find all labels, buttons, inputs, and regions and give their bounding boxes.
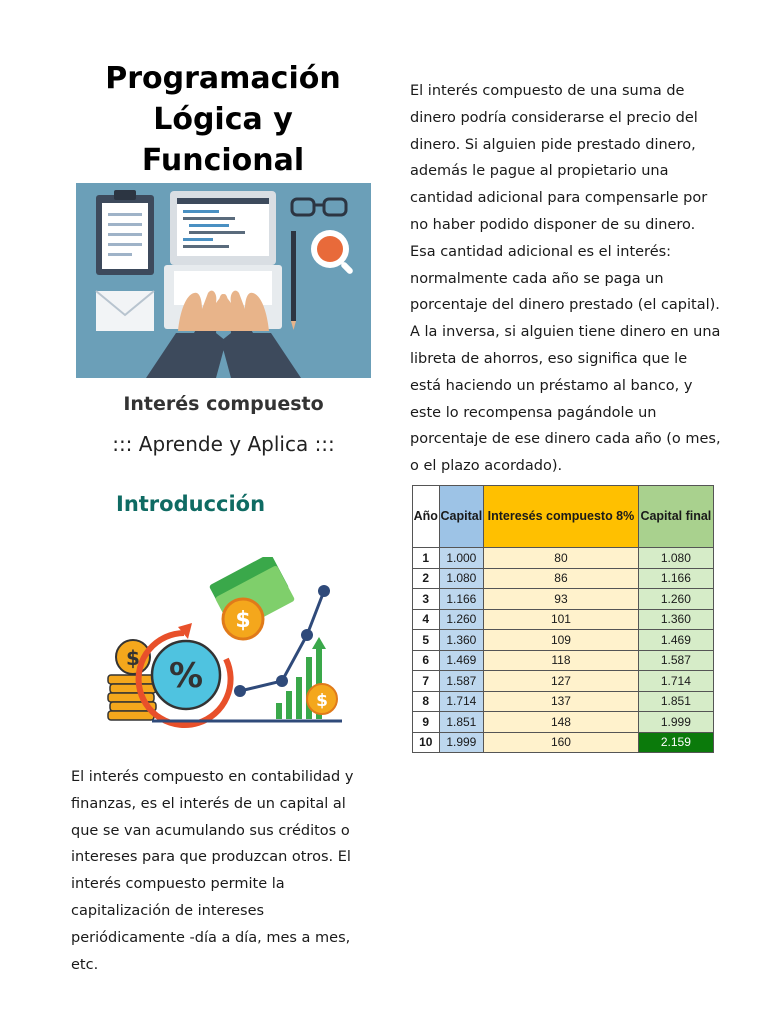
clipboard-icon bbox=[96, 190, 154, 275]
cell-interest: 101 bbox=[484, 609, 639, 630]
cell-final-capital: 1.587 bbox=[638, 650, 713, 671]
cell-final-capital: 1.851 bbox=[638, 691, 713, 712]
cell-capital: 1.000 bbox=[439, 548, 484, 569]
cell-interest: 80 bbox=[484, 548, 639, 569]
table-header-row bbox=[413, 486, 714, 548]
cell-year: 6 bbox=[413, 650, 440, 671]
cell-year: 8 bbox=[413, 691, 440, 712]
compound-interest-table bbox=[412, 485, 714, 753]
table-row bbox=[413, 609, 714, 630]
table-row bbox=[413, 548, 714, 569]
table-row bbox=[413, 691, 714, 712]
svg-text:$: $ bbox=[126, 646, 140, 670]
cell-year: 5 bbox=[413, 630, 440, 651]
dollar-coin-small-icon bbox=[307, 684, 337, 714]
cell-final-capital: 1.360 bbox=[638, 609, 713, 630]
table-row bbox=[413, 630, 714, 651]
cell-final-capital: 1.260 bbox=[638, 589, 713, 610]
cell-capital: 1.360 bbox=[439, 630, 484, 651]
cell-capital: 1.714 bbox=[439, 691, 484, 712]
cell-interest: 127 bbox=[484, 671, 639, 692]
cell-year: 4 bbox=[413, 609, 440, 630]
dollar-coin-icon bbox=[223, 599, 263, 639]
header-capital: Capital bbox=[439, 486, 484, 548]
pen-icon bbox=[291, 231, 296, 330]
cell-interest: 148 bbox=[484, 712, 639, 733]
intro-paragraph: El interés compuesto en contabilidad y finanzas, es el interés de un capital al que se van acumulando sus créditos o intereses para que produzcan otros. El interés compuesto permite la capitalización de intereses periódicamente -día a día, mes a mes, etc. bbox=[71, 769, 354, 973]
explanation-paragraph: El interés compuesto de una suma de dinero podría considerarse el precio del dinero. Si alguien pide prestado dinero, además le pague al propietario una cantidad adicional para compensarle por no haber podido disponer de su dinero. Esa cantidad adicional es el interés: normalmente cada año se paga un porcentaje del dinero prestado (el capital). A la inversa, si alguien tiene dinero en una libreta de ahorros, eso significa que le está haciendo un préstamo al banco, y este lo recompensa pagándole un porcentaje de ese dinero cada año (o mes, o el plazo acordado). bbox=[410, 83, 721, 475]
table-row bbox=[413, 650, 714, 671]
cell-interest: 118 bbox=[484, 650, 639, 671]
svg-text:$: $ bbox=[235, 608, 251, 633]
envelope-icon bbox=[96, 291, 154, 331]
page-title: Programación Lógica y Funcional bbox=[105, 61, 341, 178]
cell-final-capital: 1.714 bbox=[638, 671, 713, 692]
section-subtitle: Interés compuesto bbox=[123, 393, 324, 415]
cell-capital: 1.999 bbox=[439, 732, 484, 753]
percent-icon bbox=[139, 623, 231, 725]
cell-final-capital: 2.159 bbox=[638, 732, 713, 753]
cell-capital: 1.851 bbox=[439, 712, 484, 733]
cell-capital: 1.166 bbox=[439, 589, 484, 610]
cell-year: 2 bbox=[413, 568, 440, 589]
hero-laptop-illustration bbox=[76, 183, 371, 378]
cell-year: 7 bbox=[413, 671, 440, 692]
cell-year: 10 bbox=[413, 732, 440, 753]
cell-final-capital: 1.166 bbox=[638, 568, 713, 589]
table-row bbox=[413, 589, 714, 610]
intro-heading: Introducción bbox=[116, 492, 266, 516]
table-row bbox=[413, 671, 714, 692]
cell-interest: 93 bbox=[484, 589, 639, 610]
header-interest: Interesés compuesto 8% bbox=[484, 486, 639, 548]
cell-interest: 86 bbox=[484, 568, 639, 589]
cell-year: 1 bbox=[413, 548, 440, 569]
svg-text:$: $ bbox=[316, 691, 328, 711]
svg-text:%: % bbox=[168, 656, 204, 696]
table-row bbox=[413, 732, 714, 753]
cell-interest: 109 bbox=[484, 630, 639, 651]
cell-year: 9 bbox=[413, 712, 440, 733]
cell-final-capital: 1.999 bbox=[638, 712, 713, 733]
cell-final-capital: 1.080 bbox=[638, 548, 713, 569]
cell-interest: 137 bbox=[484, 691, 639, 712]
table-row bbox=[413, 712, 714, 733]
cell-final-capital: 1.469 bbox=[638, 630, 713, 651]
cell-capital: 1.080 bbox=[439, 568, 484, 589]
header-year: Año bbox=[413, 486, 440, 548]
table-row bbox=[413, 568, 714, 589]
cell-capital: 1.260 bbox=[439, 609, 484, 630]
cell-interest: 160 bbox=[484, 732, 639, 753]
header-final-capital: Capital final bbox=[638, 486, 713, 548]
cell-capital: 1.469 bbox=[439, 650, 484, 671]
finance-growth-illustration bbox=[102, 557, 347, 737]
cell-year: 3 bbox=[413, 589, 440, 610]
cell-capital: 1.587 bbox=[439, 671, 484, 692]
tagline: ::: Aprende y Aplica ::: bbox=[112, 432, 335, 456]
